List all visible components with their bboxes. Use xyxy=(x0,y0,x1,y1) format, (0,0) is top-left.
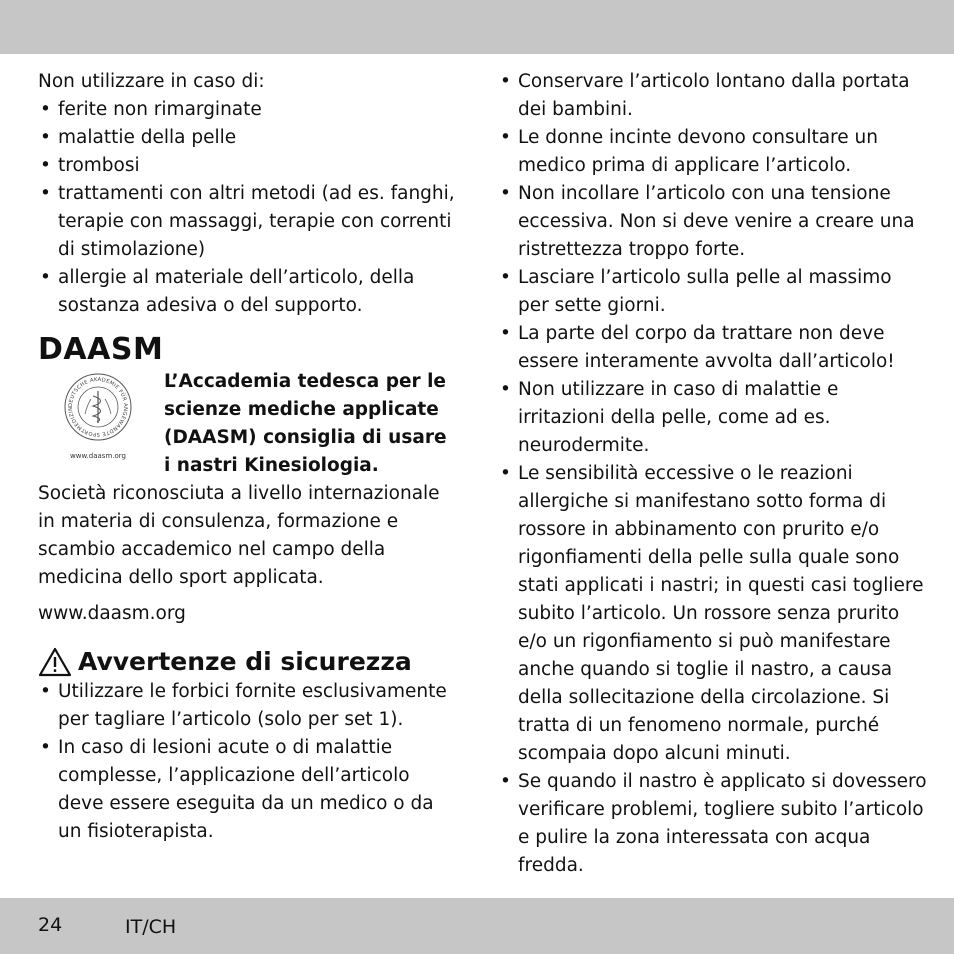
list-item: • La parte del corpo da trattare non deve essere interamente avvolta dall’articolo! xyxy=(498,320,928,376)
list-item: • Non utilizzare in caso di malattie e irritazioni della pelle, come ad es. neurodermite. xyxy=(498,376,928,460)
list-item: • allergie al materiale dell’articolo, della sostanza adesiva o del supporto. xyxy=(38,264,458,320)
header-band xyxy=(0,0,954,54)
contraindications-intro: Non utilizzare in caso di: xyxy=(38,71,265,92)
society-description: Società riconosciuta a livello internazionale in materia di consulenza, formazione e scambio accademico nel campo della medicina dello sport applicata. xyxy=(38,483,440,588)
list-item: • trattamenti con altri metodi (ad es. fanghi, terapie con massaggi, terapie con correnti di stimolazione) xyxy=(38,180,458,264)
contraindications-list xyxy=(38,96,458,320)
list-item: • Se quando il nastro è applicato si dovessero verificare problemi, togliere subito l’articolo e pulire la zona interessata con acqua fredda. xyxy=(498,768,928,880)
safety-list-left xyxy=(38,678,458,846)
seal-ring-text: DEUTSCHE AKADEMIE FÜR ANGEWANDTE SPORTMEDIZIN xyxy=(67,376,129,438)
daasm-seal xyxy=(38,370,158,461)
list-item: • In caso di lesioni acute o di malattie complesse, l’applicazione dell’articolo deve essere eseguita da un medico o da un fisioterapista. xyxy=(38,734,458,846)
safety-heading xyxy=(38,646,458,678)
seal-url: www.daasm.org xyxy=(70,452,126,460)
list-item: • Non incollare l’articolo con una tensione eccessiva. Non si deve venire a creare una ristrettezza troppo forte. xyxy=(498,180,928,264)
safety-heading-text: Avvertenze di sicurezza xyxy=(78,647,412,676)
page-number: 24 xyxy=(38,914,63,936)
warning-triangle-icon xyxy=(38,647,72,677)
daasm-seal-icon xyxy=(63,372,133,442)
daasm-heading: DAASM xyxy=(38,332,164,367)
right-column xyxy=(498,68,928,880)
daasm-block xyxy=(38,370,458,480)
daasm-url: www.daasm.org xyxy=(38,603,186,624)
list-item: • Utilizzare le forbici fornite esclusivamente per tagliare l’articolo (solo per set 1). xyxy=(38,678,458,734)
list-item: • ferite non rimarginate xyxy=(38,96,458,124)
list-item: • Le sensibilità eccessive o le reazioni allergiche si manifestano sotto forma di rossore in abbinamento con prurito e/o rigonfiamenti della pelle sulla quale sono stati applicati i nastri; in questi casi togliere subito l’articolo. Un rossore senza prurito e/o un rigonfiamento si può manifestare anche quando si toglie il nastro, a causa della sollecitazione della circolazione. Si tratta di un fenomeno normale, purché scompaia dopo alcuni minuti. xyxy=(498,460,928,768)
list-item: • Conservare l’articolo lontano dalla portata dei bambini. xyxy=(498,68,928,124)
list-item: • Le donne incinte devono consultare un medico prima di applicare l’articolo. xyxy=(498,124,928,180)
locale-code: IT/CH xyxy=(125,916,177,938)
daasm-recommendation: L’Accademia tedesca per le scienze mediche applicate (DAASM) consiglia di usare i nastri Kinesiologia. xyxy=(164,371,447,476)
list-item: • malattie della pelle xyxy=(38,124,458,152)
left-column xyxy=(38,68,458,846)
list-item: • Lasciare l’articolo sulla pelle al massimo per sette giorni. xyxy=(498,264,928,320)
list-item: • trombosi xyxy=(38,152,458,180)
safety-list-right xyxy=(498,68,928,880)
